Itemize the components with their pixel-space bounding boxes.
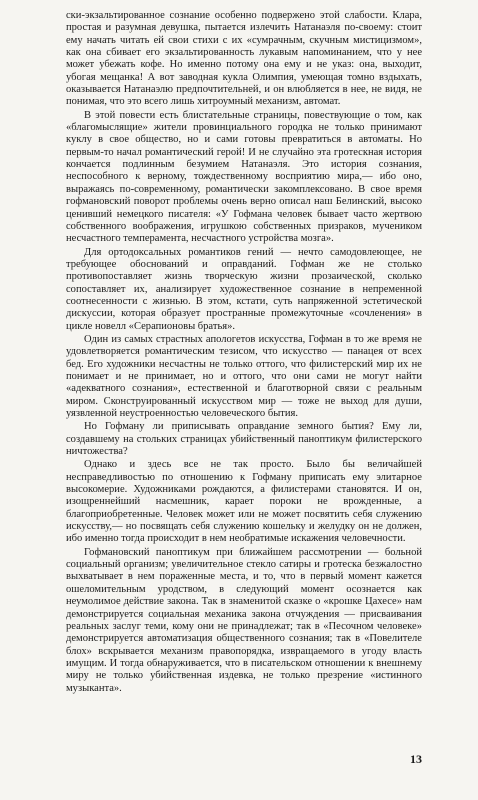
page-number: 13: [410, 752, 422, 766]
paragraph-7: Гофмановский паноптикум при ближайшем рассмотрении — больной социальный организм; увеличительное стекло сатиры и гротеска безжалостно выхватывает в нем пораженные места, и то, что в первый момент кажется ошеломительным уродством, в следующий момент осознается как неумолимое действие закона. Так в знаменитой сказке о «крошке Цахесе» нам демонстрируется социальная механика закона отчуждения — присваивания реальных заслуг теми, кому они не принадлежат; так в «Песочном человеке» демонстрируется автоматизация общественного сознания; так в «Повелителе блох» вскрывается механизм правопорядка, извращаемого в угоду власть имущим. И тогда обнаруживается, что в писательском отношении к внешнему миру не только убийственная издевка, не только презрение «истинного музыканта».: [66, 546, 422, 694]
paragraph-1: ски-экзальтированное сознание особенно подвержено этой слабости. Клара, простая и разумная девушка, пытается излечить Натанаэля по-своему: стоит ему начать читать ей свои стихи с их «сумрачным, скучным мистицизмом», как она сбивает его экзальтированность лукавым напоминанием, что у нее может убежать кофе. Но именно потому она ему и не указ: она, выходит, убогая мещанка! А вот заводная кукла Олимпия, умеющая томно вздыхать, оказывается Натанаэлю предпочтительней, и он влюбляется в нее, не видя, не понимая, что это всего лишь хитроумный механизм, автомат.: [66, 10, 422, 108]
paragraph-2: В этой повести есть блистательные страницы, повествующие о том, как «благомыслящие» жители провинциального городка не только принимают куклу в свое общество, но и сами готовы превратиться в автоматы. Но первым-то начал романтический герой! И не случайно эта гротескная история кончается подлинным безумием Натанаэля. Это история сознания, неспособного к верному, тождественному восприятию мира,— ибо оно, выражаясь по-современному, романтически закомплексовано. В свое время гофмановский поворот проблемы очень верно описал наш Белинский, высоко ценивший немецкого писателя: «У Гофмана человек бывает часто жертвою собственного воображения, игрушкою собственных призраков, мучеником несчастного темперамента, несчастного устройства мозга».: [66, 109, 422, 245]
paragraph-6: Однако и здесь все не так просто. Было бы величайшей несправедливостью по отношению к Гофману приписать ему элитарное высокомерие. Художниками рождаются, а филистерами становятся. И он, изощреннейший насмешник, карает пороки не врожденные, а благоприобретенные. Человек может или не может посвятить себя служению искусству,— но посвящать себя служению кошельку и желудку он не должен, ибо именно тогда происходит в нем необратимые искажения человечности.: [66, 459, 422, 545]
paragraph-3: Для ортодоксальных романтиков гений — нечто самодовлеющее, не требующее обоснований и оправданий. Гофман же не столько противопоставляет жизнь творческую жизни прозаической, сколько сопоставляет их, анализирует художественное сознание в непременной соотнесенности с жизнью. В этом, кстати, суть напряженной эстетической дискуссии, которая образует пространные промежуточные «сочленения» в цикле новелл «Серапионовы братья».: [66, 246, 422, 332]
paragraph-5: Но Гофману ли приписывать оправдание земного бытия? Ему ли, создавшему на стольких страницах убийственный паноптикум филистерского ничтожества?: [66, 421, 422, 458]
paragraph-4: Один из самых страстных апологетов искусства, Гофман в то же время не удовлетворяется романтическим тезисом, что искусство — панацея от всех бед. Его художники несчастны не только оттого, что филистерский мир их не понимает и не принимает, но и оттого, что они сами не могут найти «адекватного сознания», естественной и благотворной связи с реальным миром. Сконструированный искусством мир — тоже не выход для души, уязвленной неустроенностью человеческого бытия.: [66, 333, 422, 419]
